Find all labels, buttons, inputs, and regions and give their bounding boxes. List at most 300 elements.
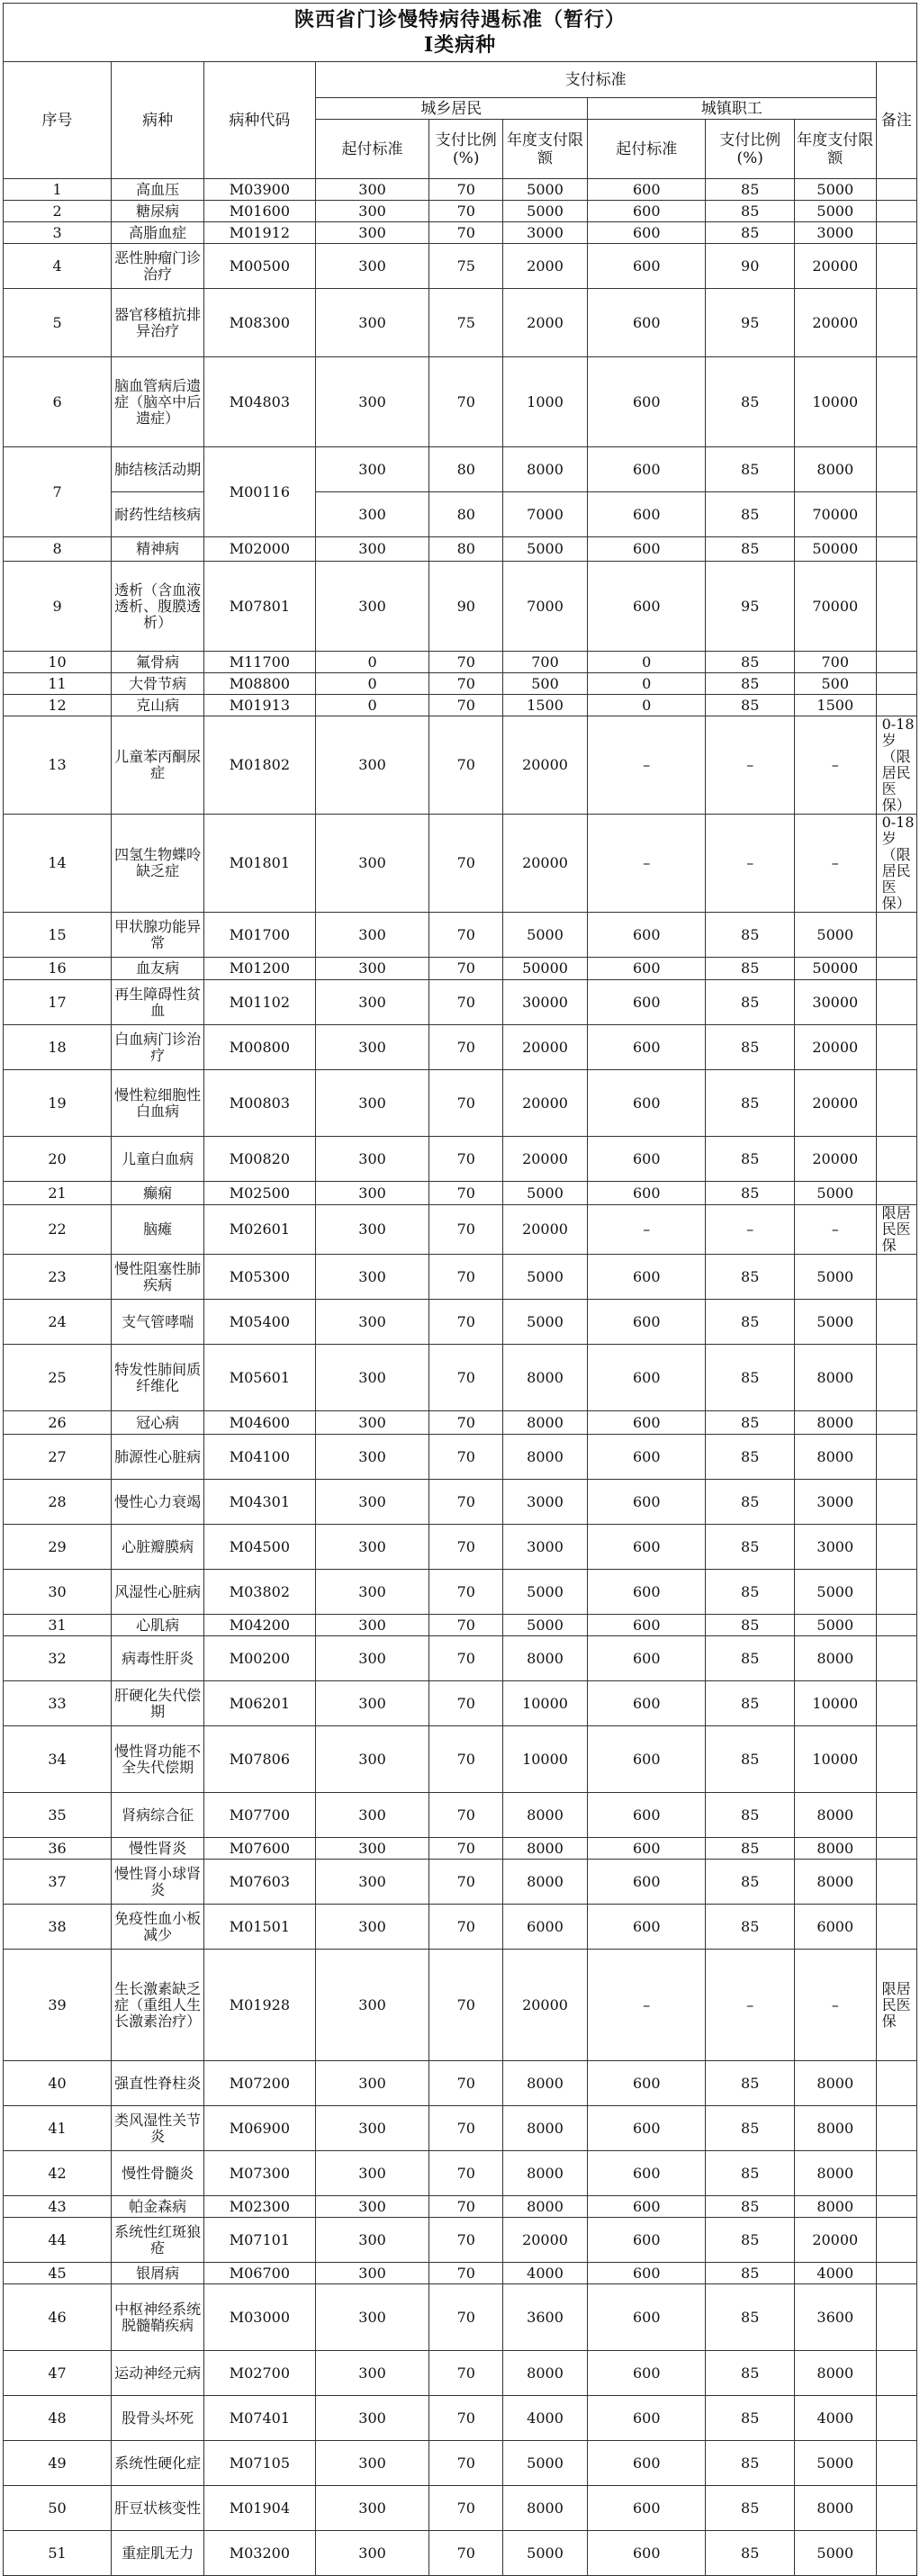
row-r-ratio: 75 [429,244,503,289]
row-code: M02500 [204,1182,315,1205]
row-seq: 14 [4,815,112,913]
row-remark [876,562,916,652]
row-e-start: 600 [588,1636,706,1681]
row-disease: 慢性肾功能不全失代偿期 [112,1726,204,1793]
row-code: M03900 [204,179,315,201]
row-e-limit: 4000 [794,2263,876,2284]
row-e-start: 600 [588,1182,706,1205]
row-r-ratio: 70 [429,2531,503,2576]
row-e-limit: 4000 [794,2396,876,2441]
row-remark [876,1182,916,1205]
row-e-start: – [588,716,706,815]
row-disease: 白血病门诊治疗 [112,1025,204,1070]
table-row [4,1570,917,1615]
row-disease: 四氢生物蝶呤缺乏症 [112,815,204,913]
row-e-ratio: 95 [706,289,795,357]
row-code: M00800 [204,1025,315,1070]
row-seq: 48 [4,2396,112,2441]
row-e-ratio: 85 [706,1300,795,1345]
row-disease: 重症肌无力 [112,2531,204,2576]
row-disease: 系统性硬化症 [112,2441,204,2486]
row-r-start: 300 [315,1905,429,1950]
row-e-limit: 5000 [794,179,876,201]
row-disease: 特发性肺间质纤维化 [112,1345,204,1411]
row-r-limit: 20000 [503,1025,588,1070]
row-r-ratio: 80 [429,537,503,562]
row-e-ratio: 85 [706,1137,795,1182]
row-e-start: 600 [588,2263,706,2284]
row-code: M07801 [204,562,315,652]
row-r-limit: 8000 [503,1636,588,1681]
row-remark [876,2061,916,2106]
row-e-limit: 6000 [794,1905,876,1950]
row-disease: 股骨头坏死 [112,2396,204,2441]
table-row [4,1435,917,1480]
row-e-start: 600 [588,222,706,244]
row-e-limit: 8000 [794,1860,876,1905]
row-r-limit: 7000 [503,492,588,537]
row-seq: 11 [4,673,112,695]
row-r-limit: 5000 [503,913,588,958]
table-row [4,179,917,201]
row-r-start: 0 [315,652,429,673]
row-seq: 6 [4,357,112,447]
row-e-ratio: 85 [706,1793,795,1838]
row-code: M08800 [204,673,315,695]
table-row [4,2218,917,2263]
row-e-start: 600 [588,179,706,201]
row-r-limit: 20000 [503,1070,588,1137]
row-remark [876,357,916,447]
table-row [4,2486,917,2531]
header-seq: 序号 [4,62,112,179]
row-e-limit: 20000 [794,1137,876,1182]
row-r-ratio: 70 [429,673,503,695]
row-remark [876,1570,916,1615]
row-e-limit: 8000 [794,2351,876,2396]
row-e-limit: 5000 [794,1615,876,1636]
row-e-ratio: 85 [706,1636,795,1681]
row-code: M11700 [204,652,315,673]
row-remark: 0-18岁（限居民医保） [876,716,916,815]
row-r-limit: 1000 [503,357,588,447]
row-r-limit: 20000 [503,815,588,913]
table-row [4,2441,917,2486]
row-disease: 风湿性心脏病 [112,1570,204,1615]
row-r-start: 300 [315,2151,429,2196]
row-r-ratio: 70 [429,1480,503,1525]
row-code: M04600 [204,1411,315,1435]
row-remark [876,222,916,244]
row-r-limit: 8000 [503,2151,588,2196]
row-r-start: 300 [315,562,429,652]
row-r-limit: 8000 [503,1793,588,1838]
row-seq: 32 [4,1636,112,1681]
row-r-ratio: 70 [429,1300,503,1345]
row-disease: 大骨节病 [112,673,204,695]
header-code: 病种代码 [204,62,315,179]
row-e-ratio: – [706,815,795,913]
row-e-limit: 8000 [794,2486,876,2531]
row-disease: 甲状腺功能异常 [112,913,204,958]
row-remark [876,179,916,201]
row-e-ratio: 85 [706,2151,795,2196]
row-code: M06201 [204,1681,315,1726]
row-remark [876,1525,916,1570]
row-e-ratio: 85 [706,1025,795,1070]
row-seq: 45 [4,2263,112,2284]
row-disease: 中枢神经系统脱髓鞘疾病 [112,2284,204,2351]
row-seq: 40 [4,2061,112,2106]
row-remark [876,1726,916,1793]
table-row [4,673,917,695]
table-row [4,958,917,980]
table-row [4,562,917,652]
row-e-limit: 5000 [794,1300,876,1345]
row-disease: 肺结核活动期 [112,447,204,492]
row-code: M05300 [204,1255,315,1300]
row-code: M04500 [204,1525,315,1570]
row-r-limit: 8000 [503,1860,588,1905]
row-r-limit: 20000 [503,1950,588,2061]
row-r-start: 300 [315,1070,429,1137]
row-e-ratio: 85 [706,1480,795,1525]
row-seq: 47 [4,2351,112,2396]
row-code: M07300 [204,2151,315,2196]
row-r-ratio: 70 [429,1838,503,1860]
row-r-limit: 5000 [503,2531,588,2576]
row-e-ratio: 85 [706,447,795,492]
row-code: M04803 [204,357,315,447]
table-row [4,357,917,447]
row-r-start: 300 [315,2218,429,2263]
row-r-limit: 20000 [503,1137,588,1182]
row-r-limit: 20000 [503,1205,588,1255]
row-remark [876,695,916,716]
row-remark [876,1411,916,1435]
row-e-ratio: – [706,1205,795,1255]
row-code: M05601 [204,1345,315,1411]
row-code: M01102 [204,980,315,1025]
row-e-ratio: 85 [706,980,795,1025]
table-row [4,1615,917,1636]
row-seq: 4 [4,244,112,289]
row-e-start: 600 [588,1905,706,1950]
row-e-start: 0 [588,673,706,695]
row-e-ratio: 85 [706,201,795,222]
row-seq: 35 [4,1793,112,1838]
row-e-limit: 3000 [794,222,876,244]
table-row [4,1950,917,2061]
row-seq: 51 [4,2531,112,2576]
row-code: M01913 [204,695,315,716]
row-r-start: 300 [315,1182,429,1205]
header-employee-ratio: 支付比例(%) [706,120,795,179]
row-remark [876,1345,916,1411]
row-code: M07401 [204,2396,315,2441]
header-resident-limit: 年度支付限额 [503,120,588,179]
row-remark: 0-18岁（限居民医保） [876,815,916,913]
row-e-limit: 20000 [794,1025,876,1070]
row-code: M03802 [204,1570,315,1615]
row-e-ratio: 85 [706,673,795,695]
row-remark [876,492,916,537]
row-e-start: 600 [588,2284,706,2351]
row-r-limit: 3600 [503,2284,588,2351]
row-code: M01904 [204,2486,315,2531]
row-disease: 支气管哮喘 [112,1300,204,1345]
row-r-limit: 5000 [503,179,588,201]
row-r-start: 300 [315,1860,429,1905]
row-r-ratio: 70 [429,652,503,673]
row-remark [876,447,916,492]
row-e-start: 600 [588,562,706,652]
row-remark [876,2151,916,2196]
row-r-ratio: 80 [429,447,503,492]
row-remark [876,1793,916,1838]
row-code: M04100 [204,1435,315,1480]
row-remark [876,652,916,673]
row-r-start: 300 [315,289,429,357]
row-e-limit: 1500 [794,695,876,716]
row-disease: 血友病 [112,958,204,980]
row-r-start: 300 [315,179,429,201]
row-code: M00116 [204,447,315,537]
table-row [4,695,917,716]
row-code: M01801 [204,815,315,913]
row-r-start: 300 [315,1300,429,1345]
row-disease: 肝豆状核变性 [112,2486,204,2531]
row-seq: 34 [4,1726,112,1793]
row-code: M02601 [204,1205,315,1255]
table-row [4,2263,917,2284]
title-row [4,4,917,62]
row-r-limit: 10000 [503,1726,588,1793]
row-remark [876,2396,916,2441]
table-row [4,1726,917,1793]
row-e-start: – [588,1950,706,2061]
row-disease: 强直性脊柱炎 [112,2061,204,2106]
row-remark [876,1905,916,1950]
row-e-limit: – [794,1950,876,2061]
table-row [4,1525,917,1570]
row-r-limit: 5000 [503,201,588,222]
row-r-limit: 8000 [503,447,588,492]
table-row [4,1905,917,1950]
row-disease: 儿童苯丙酮尿症 [112,716,204,815]
row-r-ratio: 70 [429,1860,503,1905]
row-seq: 2 [4,201,112,222]
row-disease: 氟骨病 [112,652,204,673]
row-r-limit: 5000 [503,1300,588,1345]
row-e-limit: 5000 [794,1182,876,1205]
row-r-ratio: 70 [429,2151,503,2196]
row-remark [876,1435,916,1480]
row-seq: 50 [4,2486,112,2531]
row-e-ratio: 85 [706,1905,795,1950]
table-row [4,537,917,562]
row-disease: 肺源性心脏病 [112,1435,204,1480]
header-disease: 病种 [112,62,204,179]
row-seq: 46 [4,2284,112,2351]
row-e-start: 600 [588,2486,706,2531]
header-employee-limit: 年度支付限额 [794,120,876,179]
row-e-start: 600 [588,2531,706,2576]
row-e-ratio: 85 [706,1726,795,1793]
row-e-start: 600 [588,244,706,289]
row-remark [876,1615,916,1636]
row-remark [876,1300,916,1345]
row-remark [876,913,916,958]
row-r-start: 300 [315,958,429,980]
row-r-limit: 1500 [503,695,588,716]
row-e-ratio: 85 [706,357,795,447]
row-e-ratio: – [706,1950,795,2061]
row-disease: 精神病 [112,537,204,562]
row-seq: 18 [4,1025,112,1070]
row-e-start: 600 [588,2351,706,2396]
row-r-limit: 4000 [503,2396,588,2441]
row-disease: 病毒性肝炎 [112,1636,204,1681]
row-r-limit: 8000 [503,1345,588,1411]
row-disease: 慢性骨髓炎 [112,2151,204,2196]
table-row [4,1025,917,1070]
row-r-start: 300 [315,1255,429,1300]
row-e-start: 600 [588,2061,706,2106]
row-code: M06900 [204,2106,315,2151]
row-seq: 5 [4,289,112,357]
row-seq: 29 [4,1525,112,1570]
row-e-ratio: 85 [706,222,795,244]
row-e-ratio: 85 [706,2263,795,2284]
row-remark [876,1480,916,1525]
row-disease: 肝硬化失代偿期 [112,1681,204,1726]
row-seq: 31 [4,1615,112,1636]
row-disease: 生长激素缺乏症（重组人生长激素治疗） [112,1950,204,2061]
row-e-start: 600 [588,1480,706,1525]
row-disease: 再生障碍性贫血 [112,980,204,1025]
row-e-start: 600 [588,289,706,357]
row-r-ratio: 70 [429,179,503,201]
row-r-ratio: 90 [429,562,503,652]
row-e-ratio: 85 [706,1681,795,1726]
row-e-ratio: 85 [706,2441,795,2486]
row-e-limit: 5000 [794,1570,876,1615]
row-e-limit: – [794,716,876,815]
row-r-ratio: 70 [429,1070,503,1137]
row-e-limit: 50000 [794,537,876,562]
row-e-ratio: 85 [706,1860,795,1905]
row-e-limit: 10000 [794,1726,876,1793]
row-seq: 12 [4,695,112,716]
row-e-start: 600 [588,1070,706,1137]
row-r-limit: 700 [503,652,588,673]
row-e-start: 600 [588,1726,706,1793]
row-code: M01501 [204,1905,315,1950]
row-e-limit: 20000 [794,2218,876,2263]
row-r-limit: 10000 [503,1681,588,1726]
row-remark [876,244,916,289]
row-disease: 慢性阻塞性肺疾病 [112,1255,204,1300]
table-row [4,1137,917,1182]
row-r-start: 300 [315,980,429,1025]
row-seq: 1 [4,179,112,201]
table-row [4,1411,917,1435]
row-e-limit: 8000 [794,2106,876,2151]
row-r-limit: 30000 [503,980,588,1025]
row-e-ratio: 85 [706,958,795,980]
row-code: M04200 [204,1615,315,1636]
row-r-start: 300 [315,2284,429,2351]
row-remark [876,2263,916,2284]
row-r-start: 300 [315,2441,429,2486]
row-code: M01928 [204,1950,315,2061]
row-e-ratio: 85 [706,1345,795,1411]
row-r-start: 300 [315,537,429,562]
table-row [4,1681,917,1726]
row-r-ratio: 70 [429,1137,503,1182]
row-e-start: 600 [588,1860,706,1905]
row-disease: 冠心病 [112,1411,204,1435]
table-row [4,716,917,815]
row-r-ratio: 70 [429,2106,503,2151]
row-e-start: 600 [588,1570,706,1615]
row-remark [876,289,916,357]
row-r-limit: 5000 [503,2441,588,2486]
row-r-start: 300 [315,1570,429,1615]
row-seq: 39 [4,1950,112,2061]
row-r-start: 0 [315,673,429,695]
row-r-ratio: 70 [429,1905,503,1950]
row-remark [876,2106,916,2151]
row-r-start: 300 [315,716,429,815]
row-seq: 17 [4,980,112,1025]
row-r-ratio: 70 [429,913,503,958]
row-e-ratio: 85 [706,652,795,673]
row-e-start: 600 [588,1793,706,1838]
row-r-ratio: 70 [429,2196,503,2218]
row-remark [876,2284,916,2351]
row-r-ratio: 70 [429,958,503,980]
table-row [4,652,917,673]
row-r-start: 300 [315,244,429,289]
table-row [4,244,917,289]
row-seq: 16 [4,958,112,980]
row-r-limit: 3000 [503,1480,588,1525]
row-seq: 19 [4,1070,112,1137]
row-code: M07101 [204,2218,315,2263]
row-seq: 8 [4,537,112,562]
row-r-start: 300 [315,201,429,222]
row-code: M07200 [204,2061,315,2106]
row-seq: 22 [4,1205,112,1255]
row-e-limit: 70000 [794,562,876,652]
row-code: M02700 [204,2351,315,2396]
row-disease: 慢性粒细胞性白血病 [112,1070,204,1137]
row-r-start: 300 [315,1950,429,2061]
header-resident-ratio: 支付比例(%) [429,120,503,179]
row-r-limit: 5000 [503,1570,588,1615]
row-r-ratio: 70 [429,1435,503,1480]
row-r-ratio: 70 [429,1411,503,1435]
row-code: M03200 [204,2531,315,2576]
header-remark: 备注 [876,62,916,179]
table-row [4,1636,917,1681]
row-seq: 21 [4,1182,112,1205]
row-e-ratio: 85 [706,1615,795,1636]
row-code: M03000 [204,2284,315,2351]
row-seq: 24 [4,1300,112,1345]
